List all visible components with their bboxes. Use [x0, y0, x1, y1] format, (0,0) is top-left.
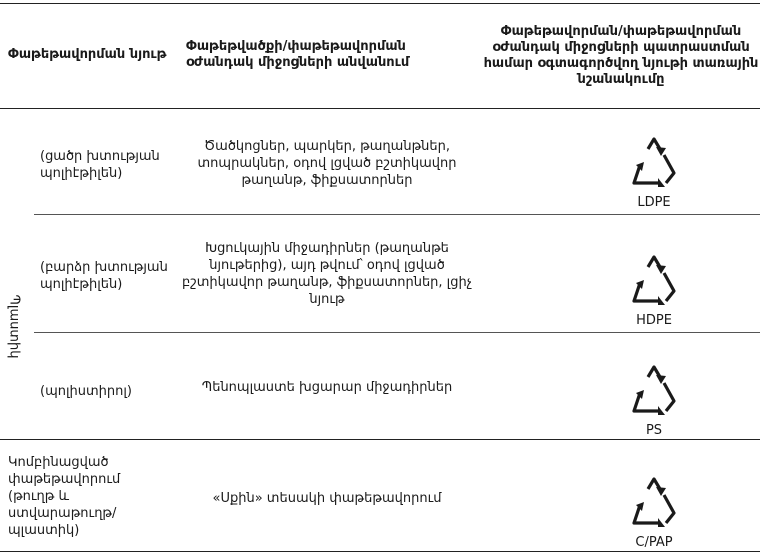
recycle-triangle-icon: [626, 135, 682, 189]
recycle-triangle-icon: [626, 363, 682, 417]
row-divider: [34, 214, 760, 215]
recycle-triangle-icon: [626, 475, 682, 529]
row-3-code: PS: [645, 423, 663, 438]
table-bottom-rule: [0, 551, 760, 552]
header-code: Փաթեթավորման/փաթեթավորման օժանդակ միջոցների պատրաստման համար օգտագործվող նյութի տառային նշանակումը: [483, 24, 759, 87]
row-1-code: LDPE: [637, 195, 671, 210]
row-divider: [0, 439, 760, 440]
recycle-triangle-icon: [626, 253, 682, 307]
table-top-rule: [0, 3, 760, 4]
plastic-group-label: Պլաստիկ: [6, 294, 22, 358]
row-3-code-cell: [548, 340, 760, 438]
row-2-code: HDPE: [636, 313, 672, 328]
row-1-name: Ծածկոցներ, պարկեր, թաղանթներ, տոպրակներ, օդով լցված բշտիկավոր թաղանթ, ֆիքսատորներ: [197, 138, 457, 188]
row-4-code-cell: [548, 446, 760, 550]
row-1-code-cell: [548, 116, 760, 210]
row-4-material: Կոմբինացված փաթեթավորում (թուղթ և ստվարաթուղթ/պլաստիկ): [8, 454, 121, 538]
row-2-name: Խցուկային միջադիրներ (թաղանթե նյութերից), այդ թվում՝ օդով լցված բշտիկավոր թաղանթ, ֆիքսատորներ, լցիչ նյութ: [182, 241, 472, 307]
row-divider: [34, 332, 760, 333]
row-4-code: C/PAP: [635, 535, 673, 550]
row-3-material: (պոլիստիրոլ): [40, 383, 132, 399]
row-2-code-cell: [548, 222, 760, 328]
row-2-material: (բարձր խտության պոլիէթիլեն): [40, 260, 168, 292]
row-1-material: (ցածր խտության պոլիէթիլեն): [40, 149, 160, 181]
header-name: Փաթեթվածքի/փաթեթավորման օժանդակ միջոցների անվանում: [186, 39, 410, 70]
row-3-name: Պենոպլաստե խցարար միջադիրներ: [201, 379, 453, 395]
header-bottom-rule: [0, 108, 760, 109]
header-material: Փաթեթավորման նյութ: [8, 47, 167, 62]
row-4-name: «Սքին» տեսակի փաթեթավորում: [212, 490, 442, 506]
